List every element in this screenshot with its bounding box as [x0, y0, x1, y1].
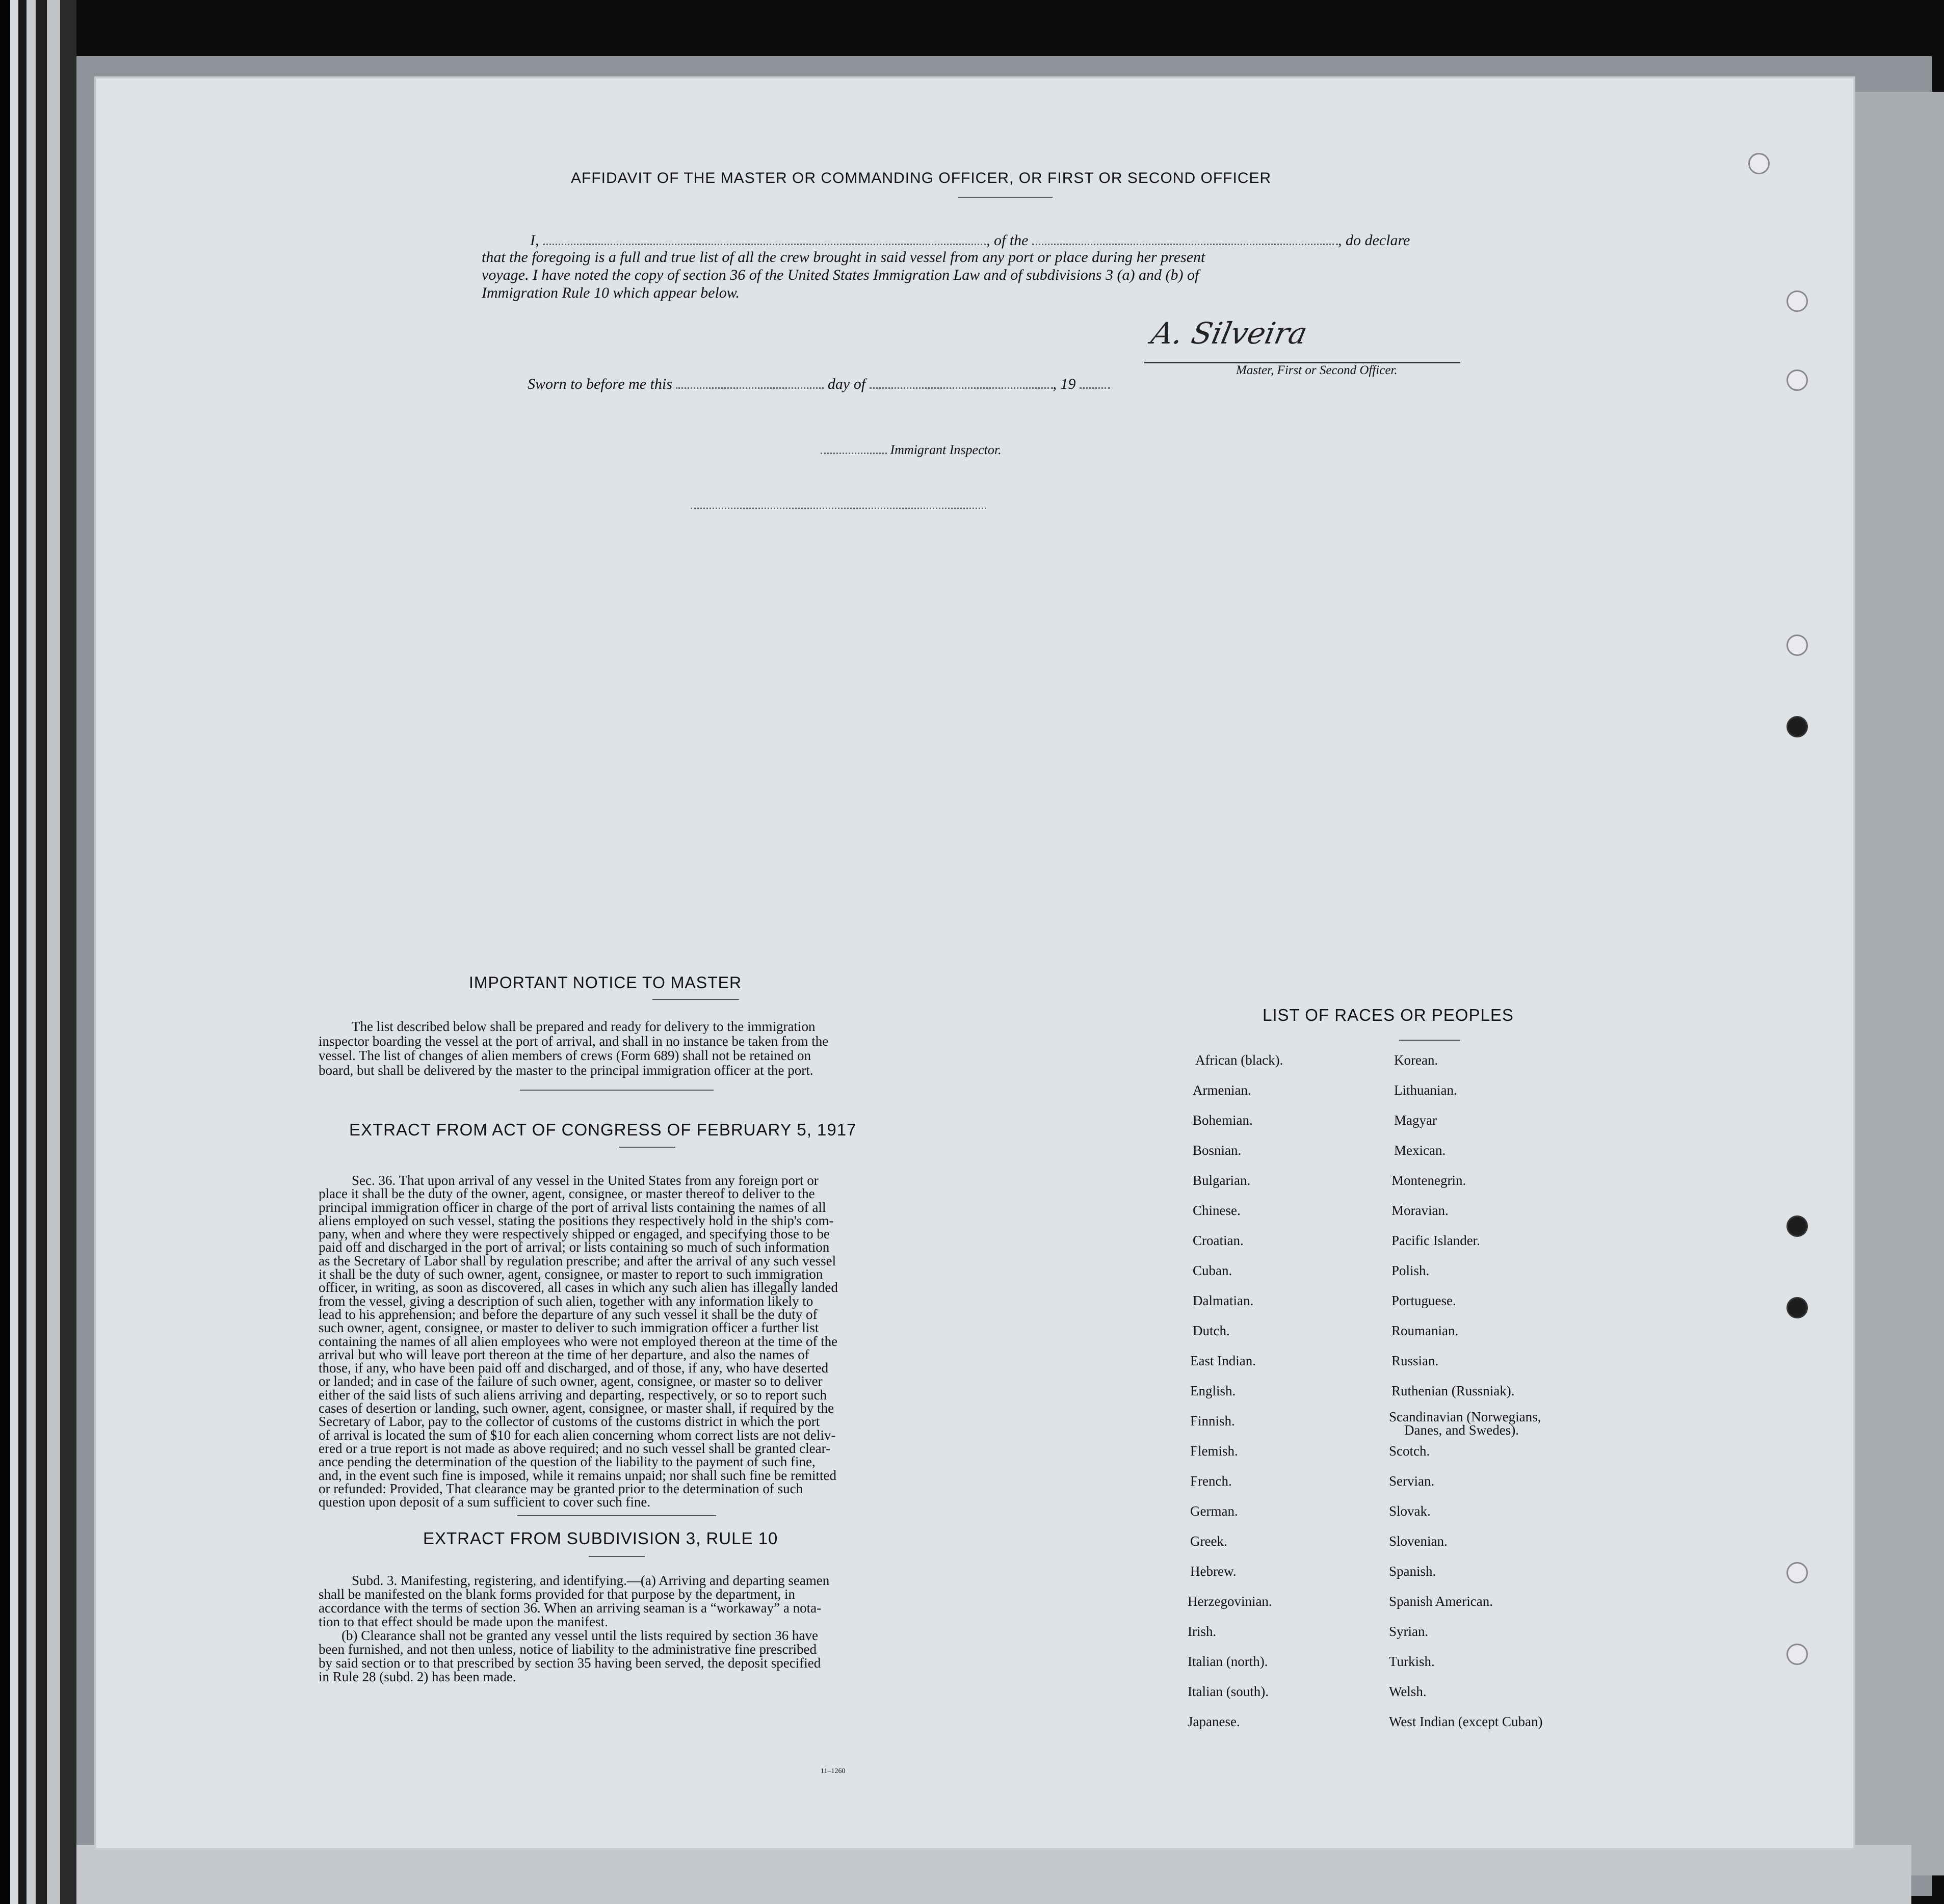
- act-text: [319, 1174, 1009, 1509]
- master-caption: Master, First or Second Officer.: [1236, 363, 1398, 377]
- race-item: East Indian.: [1190, 1353, 1256, 1368]
- act-line: question upon deposit of a sum sufficient to cover such fine.: [319, 1494, 651, 1510]
- race-item: Finnish.: [1190, 1413, 1235, 1429]
- inspector-blank[interactable]: [821, 442, 887, 454]
- race-item: Scandinavian (Norwegians,: [1389, 1409, 1541, 1424]
- act-line: either of the said lists of such aliens arriving and departing, respectively, or so to report such: [319, 1387, 827, 1403]
- races-title: LIST OF RACES OR PEOPLES: [1263, 1006, 1514, 1024]
- act-line: containing the names of all alien employees who were not employed thereon at the time of the: [319, 1333, 838, 1349]
- rule-text: [319, 1574, 1009, 1684]
- act-line: Secretary of Labor, pay to the collector of customs of the customs district in which the port: [319, 1414, 820, 1430]
- race-item: Hebrew.: [1190, 1564, 1237, 1579]
- race-item: Dalmatian.: [1193, 1293, 1254, 1308]
- affidavit-line2: that the foregoing is a full and true list of all the crew brought in said vessel from any port or place during her present: [482, 249, 1205, 266]
- race-item: Servian.: [1389, 1473, 1435, 1489]
- month-blank[interactable]: [870, 373, 1053, 389]
- punch-hole: [1787, 1297, 1808, 1318]
- race-item: Spanish American.: [1389, 1594, 1493, 1609]
- year-blank[interactable]: [1080, 373, 1110, 389]
- inspector-line: [821, 442, 1002, 458]
- day-blank[interactable]: [676, 373, 824, 389]
- of-the-label: , of the: [986, 232, 1029, 249]
- race-item: German.: [1190, 1503, 1238, 1519]
- rule-line: been furnished, and not then unless, notice of liability to the administrative fine prescribed: [319, 1642, 817, 1657]
- notice-line: The list described below shall be prepared and ready for delivery to the immigration: [352, 1019, 816, 1034]
- affidavit-line3: voyage. I have noted the copy of section 36 of the United States Immigration Law and of subdivisions 3 (a) and (b) of: [482, 267, 1199, 283]
- punch-hole: [1748, 153, 1770, 174]
- act-line: of arrival is located the sum of $10 for each alien concerning whom correct lists are not deliv-: [319, 1427, 836, 1443]
- act-line: ered or a true report is not made as above required; and no such vessel shall be granted clear-: [319, 1440, 831, 1456]
- punch-hole: [1787, 1562, 1808, 1583]
- act-line: or refunded: Provided, That clearance may be granted prior to the determination of such: [319, 1480, 803, 1496]
- race-item: Spanish.: [1389, 1564, 1436, 1579]
- do-declare-label: , do declare: [1338, 232, 1410, 249]
- act-line: such owner, agent, consignee, or master to deliver to such immigration officer a further list: [319, 1320, 819, 1336]
- race-item: Syrian.: [1389, 1624, 1429, 1639]
- punch-hole: [1787, 369, 1808, 391]
- race-item: Welsh.: [1389, 1684, 1427, 1699]
- notice-line: vessel. The list of changes of alien members of crews (Form 689) shall not be retained on: [319, 1048, 811, 1063]
- rule-title: EXTRACT FROM SUBDIVISION 3, RULE 10: [423, 1529, 778, 1548]
- divider: [1399, 1040, 1460, 1041]
- act-line: place it shall be the duty of the owner, agent, consignee, or master thereof to deliver to the: [319, 1186, 815, 1202]
- race-item: Irish.: [1188, 1624, 1217, 1639]
- rule-line: accordance with the terms of section 36. When an arriving seaman is a “workaway” a nota-: [319, 1600, 822, 1616]
- race-item: Italian (south).: [1188, 1684, 1269, 1699]
- divider: [652, 999, 739, 1000]
- binder-edge: [0, 0, 76, 1904]
- inspector-caption: Immigrant Inspector.: [890, 442, 1002, 457]
- act-line: those, if any, who have been paid off and discharged, and of those, if any, who have deserted: [319, 1360, 829, 1376]
- affidavit-line1: [530, 229, 1570, 249]
- punch-hole: [1787, 1644, 1808, 1665]
- punch-hole: [1787, 716, 1808, 737]
- race-item: French.: [1190, 1473, 1232, 1489]
- bottom-page-strip: [76, 1845, 1911, 1904]
- race-item: West Indian (except Cuban): [1389, 1714, 1543, 1729]
- divider: [520, 1090, 714, 1091]
- year-label: , 19: [1053, 376, 1076, 392]
- race-item: Slovenian.: [1389, 1533, 1448, 1549]
- race-item: Russian.: [1391, 1353, 1439, 1368]
- notice-line: inspector boarding the vessel at the port of arrival, and shall in no instance be taken from the: [319, 1033, 829, 1049]
- act-line: paid off and discharged in the port of arrival; or lists containing so much of such information: [319, 1239, 830, 1255]
- act-line: lead to his apprehension; and before the departure of any such vessel it shall be the duty of: [319, 1306, 818, 1322]
- race-item: Chinese.: [1193, 1203, 1241, 1218]
- act-line: Sec. 36. That upon arrival of any vessel in the United States from any foreign port or: [352, 1173, 819, 1188]
- act-line: officer, in writing, as soon as discovered, all cases in which any such alien has illegally landed: [319, 1280, 838, 1295]
- master-signature: A. Silveira: [1148, 316, 1310, 351]
- race-item: Greek.: [1190, 1533, 1227, 1549]
- race-item: Korean.: [1394, 1052, 1438, 1068]
- notice-title: IMPORTANT NOTICE TO MASTER: [469, 973, 742, 992]
- race-item: Mexican.: [1394, 1143, 1446, 1158]
- sworn-label: Sworn to before me this: [528, 376, 672, 392]
- i-label: I,: [530, 232, 539, 249]
- race-item: Magyar: [1394, 1113, 1437, 1128]
- act-line: aliens employed on such vessel, stating the positions they respectively hold in the ship's com-: [319, 1212, 834, 1228]
- race-item: Slovak.: [1389, 1503, 1431, 1519]
- punch-hole: [1787, 290, 1808, 312]
- day-of-label: day of: [827, 376, 866, 392]
- race-item: African (black).: [1195, 1052, 1283, 1068]
- divider: [619, 1147, 675, 1148]
- act-line: ance pending the determination of the question of the liability to the payment of such fine,: [319, 1454, 816, 1470]
- act-line: and, in the event such fine is imposed, while it remains unpaid; nor shall such fine be remitted: [319, 1467, 837, 1483]
- race-item: Roumanian.: [1391, 1323, 1459, 1338]
- race-item: Bohemian.: [1193, 1113, 1253, 1128]
- act-title: EXTRACT FROM ACT OF CONGRESS OF FEBRUARY 5, 1917: [349, 1120, 857, 1139]
- act-line: cases of desertion or landing, such owner, agent, consignee, or master shall, if required by the: [319, 1400, 834, 1416]
- race-item: Cuban.: [1193, 1263, 1232, 1278]
- rule-line: shall be manifested on the blank forms provided for that purpose by the department, in: [319, 1586, 796, 1602]
- name-blank[interactable]: [543, 229, 986, 245]
- divider: [517, 1515, 716, 1516]
- act-line: it shall be the duty of such owner, agent, consignee, or master to report to such immigration: [319, 1266, 823, 1282]
- race-item: Ruthenian (Russniak).: [1391, 1383, 1515, 1398]
- race-item: Italian (north).: [1188, 1654, 1268, 1669]
- race-item: Lithuanian.: [1394, 1082, 1457, 1098]
- punch-hole: [1787, 634, 1808, 656]
- rule-line: tion to that effect should be made upon the manifest.: [319, 1614, 608, 1629]
- race-item: Montenegrin.: [1391, 1173, 1466, 1188]
- race-item: Turkish.: [1389, 1654, 1435, 1669]
- punch-hole: [1787, 1215, 1808, 1237]
- race-item: Polish.: [1391, 1263, 1430, 1278]
- race-item: Moravian.: [1391, 1203, 1449, 1218]
- inspector-signature-blank[interactable]: [691, 493, 986, 509]
- rule-line: Subd. 3. Manifesting, registering, and identifying.—(a) Arriving and departing seamen: [352, 1573, 830, 1588]
- act-line: as the Secretary of Labor shall by regulation prescribe; and after the arrival of any such vessel: [319, 1253, 836, 1268]
- race-item: Flemish.: [1190, 1443, 1238, 1459]
- race-item: Portuguese.: [1391, 1293, 1456, 1308]
- race-item: Bulgarian.: [1193, 1173, 1251, 1188]
- document-page: [94, 76, 1855, 1850]
- divider: [958, 197, 1053, 198]
- divider: [589, 1556, 645, 1557]
- rule-line: by said section or to that prescribed by section 35 having been served, the deposit specified: [319, 1655, 821, 1671]
- race-item: English.: [1190, 1383, 1236, 1398]
- race-item: Croatian.: [1193, 1233, 1244, 1248]
- rule-line: in Rule 28 (subd. 2) has been made.: [319, 1669, 516, 1684]
- rule-line: (b) Clearance shall not be granted any vessel until the lists required by section 36 have: [341, 1628, 818, 1643]
- affidavit-line4: Immigration Rule 10 which appear below.: [482, 284, 740, 301]
- race-item: Pacific Islander.: [1391, 1233, 1480, 1248]
- race-item: Scotch.: [1389, 1443, 1430, 1459]
- notice-text: [319, 1019, 1009, 1077]
- race-item: Armenian.: [1193, 1082, 1251, 1098]
- notice-line: board, but shall be delivered by the master to the principal immigration officer at the port.: [319, 1062, 813, 1078]
- affidavit-title: AFFIDAVIT OF THE MASTER OR COMMANDING OFFICER, OR FIRST OR SECOND OFFICER: [571, 170, 1272, 187]
- act-line: from the vessel, giving a description of such alien, together with any information likely to: [319, 1293, 813, 1309]
- race-item: Danes, and Swedes).: [1404, 1422, 1519, 1438]
- race-item: Herzegovinian.: [1188, 1594, 1272, 1609]
- act-line: arrival but who will leave port thereon at the time of her departure, and also the names of: [319, 1346, 809, 1362]
- vessel-blank[interactable]: [1032, 229, 1338, 245]
- race-item: Japanese.: [1188, 1714, 1240, 1729]
- act-line: principal immigration officer in charge of the port of arrival lists containing the names of all: [319, 1199, 826, 1215]
- sworn-line: [528, 373, 1292, 393]
- form-number: 11–1260: [821, 1767, 846, 1775]
- act-line: pany, when and where they were respectively shipped or engaged, and specifying those to be: [319, 1226, 830, 1242]
- act-line: or landed; and in case of the failure of such owner, agent, consignee, or master so to deliver: [319, 1373, 823, 1389]
- race-item: Bosnian.: [1193, 1143, 1242, 1158]
- race-item: Dutch.: [1193, 1323, 1230, 1338]
